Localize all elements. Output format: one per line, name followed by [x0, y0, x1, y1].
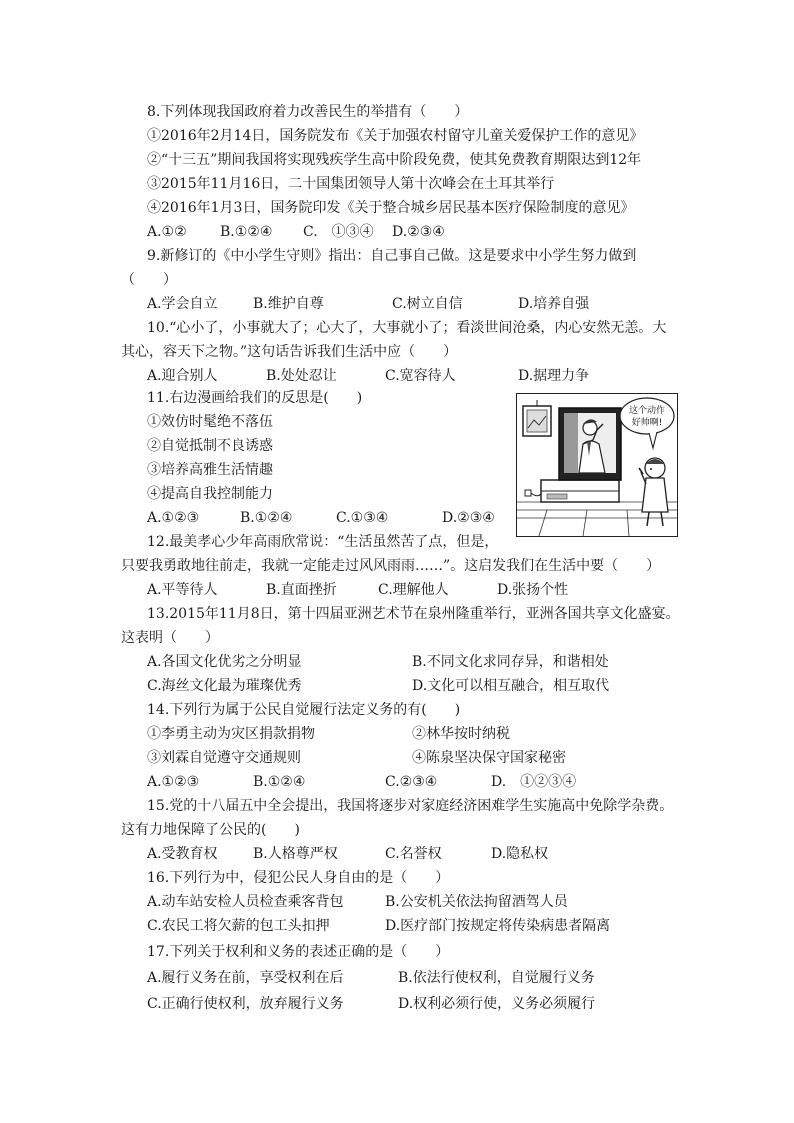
q16-stem: 16.下列行为中，侵犯公民人身自由的是（ ） — [147, 870, 450, 886]
q8-option-a: A.①② — [147, 224, 187, 240]
q11-stem: 11.右边漫画给我们的反思是( ) — [147, 390, 363, 406]
cartoon-bubble-line-1: 这个动作 — [628, 406, 666, 416]
q15-stem-line-2: 这有力地保障了公民的( ) — [121, 822, 300, 838]
q10-stem-line-2: 其心，容天下之物。”这句话告诉我们生活中应（ ） — [121, 344, 458, 360]
q10-option-b: B.处处忍让 — [266, 368, 337, 384]
q9-option-d: D.培养自强 — [518, 296, 590, 312]
q13-option-a: A.各国文化优劣之分明显 — [147, 654, 302, 670]
q12-stem-line-1: 12.最美孝心少年高雨欣常说：“生活虽然苦了点，但是， — [147, 534, 499, 550]
q11-item-1: ①效仿时髦绝不落伍 — [147, 414, 273, 430]
q14-item-3: ③刘霖自觉遵守交通规则 — [147, 750, 301, 766]
q10-option-a: A.迎合别人 — [147, 368, 218, 384]
q14-item-4: ④陈泉坚决保守国家秘密 — [412, 750, 566, 766]
q11-option-c: C.①③④ — [336, 510, 389, 526]
q10-option-c: C.宽容待人 — [385, 368, 456, 384]
cartoon-bubble-line-2: 好帅啊! — [631, 418, 663, 428]
q14-item-2: ②林华按时纳税 — [412, 726, 510, 742]
q11-option-b: B.①②④ — [240, 510, 293, 526]
q11-item-2: ②自觉抵制不良诱惑 — [147, 438, 273, 454]
q14-stem: 14.下列行为属于公民自觉履行法定义务的有( ) — [147, 702, 461, 718]
q8-item-2: ②“十三五”期间我国将实现残疾学生高中阶段免费，使其免费教育期限达到12年 — [147, 152, 642, 168]
q17-stem: 17.下列关于权利和义务的表述正确的是（ ） — [147, 944, 450, 960]
q13-option-c: C.海丝文化最为璀璨优秀 — [147, 678, 302, 694]
q15-option-c: C.名誉权 — [385, 846, 442, 862]
cartoon-illustration — [516, 393, 678, 537]
q16-option-a: A.动车站安检人员检查乘客背包 — [147, 894, 344, 910]
q14-option-b: B.①②④ — [253, 774, 306, 790]
q15-option-a: A.受教育权 — [147, 846, 218, 862]
q14-option-a: A.①②③ — [147, 774, 200, 790]
q13-stem-line-1: 13.2015年11月8日，第十四届亚洲艺术节在泉州隆重举行，亚洲各国共享文化盛宴。 — [147, 606, 680, 622]
q15-option-d: D.隐私权 — [491, 846, 549, 862]
q8-option-c: C. ①③④ — [303, 224, 374, 240]
q13-option-d: D.文化可以相互融合，相互取代 — [412, 678, 610, 694]
q17-option-a: A.履行义务在前，享受权利在后 — [147, 970, 344, 986]
q8-item-3: ③2015年11月16日，二十国集团领导人第十次峰会在土耳其举行 — [147, 176, 555, 192]
q17-option-d: D.权利必须行使，义务必须履行 — [398, 996, 596, 1012]
q11-item-4: ④提高自我控制能力 — [147, 486, 273, 502]
q12-stem-line-2: 只要我勇敢地往前走，我就一定能走过风风雨雨……”。这启发我们在生活中要（ ） — [121, 558, 661, 574]
q14-option-c: C.②③④ — [385, 774, 438, 790]
q8-stem: 8.下列体现我国政府着力改善民生的举措有（ ） — [147, 104, 469, 120]
cartoon-drawing — [517, 394, 677, 536]
q8-option-d: D.②③④ — [392, 224, 445, 240]
q11-option-a: A.①②③ — [147, 510, 200, 526]
q9-stem-line-1: 9.新修订的《中小学生守则》指出：自己事自己做。这是要求中小学生努力做到 — [147, 248, 637, 264]
q13-stem-line-2: 这表明（ ） — [121, 630, 219, 646]
q15-option-b: B.人格尊严权 — [253, 846, 338, 862]
q16-option-c: C.农民工将欠薪的包工头扣押 — [147, 918, 330, 934]
q9-option-a: A.学会自立 — [147, 296, 218, 312]
q12-option-d: D.张扬个性 — [497, 582, 569, 598]
q9-option-b: B.维护自尊 — [253, 296, 324, 312]
q14-option-d: D. ①②③④ — [491, 774, 577, 790]
q14-item-1: ①李勇主动为灾区捐款捐物 — [147, 726, 315, 742]
q12-option-c: C.理解他人 — [378, 582, 449, 598]
q17-option-c: C.正确行使权利，放弃履行义务 — [147, 996, 344, 1012]
q8-item-1: ①2016年2月14日，国务院发布《关于加强农村留守儿童关爱保护工作的意见》 — [147, 128, 644, 144]
q16-option-d: D.医疗部门按规定将传染病患者隔离 — [385, 918, 611, 934]
q10-stem-line-1: 10.“心小了，小事就大了；心大了，大事就小了；看淡世间沧桑，内心安然无恙。大 — [147, 320, 667, 336]
q15-stem-line-1: 15.党的十八届五中全会提出，我国将逐步对家庭经济困难学生实施高中免除学杂费。 — [147, 798, 674, 814]
q11-option-d: D.②③④ — [442, 510, 495, 526]
q17-option-b: B.依法行使权利，自觉履行义务 — [398, 970, 595, 986]
q8-option-b: B.①②④ — [220, 224, 273, 240]
q13-option-b: B.不同文化求同存异，和谐相处 — [412, 654, 609, 670]
q10-option-d: D.据理力争 — [518, 368, 590, 384]
q9-stem-line-2: （ ） — [121, 272, 177, 288]
q12-option-a: A.平等待人 — [147, 582, 218, 598]
q12-option-b: B.直面挫折 — [266, 582, 337, 598]
q16-option-b: B.公安机关依法拘留酒驾人员 — [385, 894, 568, 910]
q11-item-3: ③培养高雅生活情趣 — [147, 462, 273, 478]
q9-option-c: C.树立自信 — [392, 296, 463, 312]
q8-item-4: ④2016年1月3日，国务院印发《关于整合城乡居民基本医疗保险制度的意见》 — [147, 200, 635, 216]
